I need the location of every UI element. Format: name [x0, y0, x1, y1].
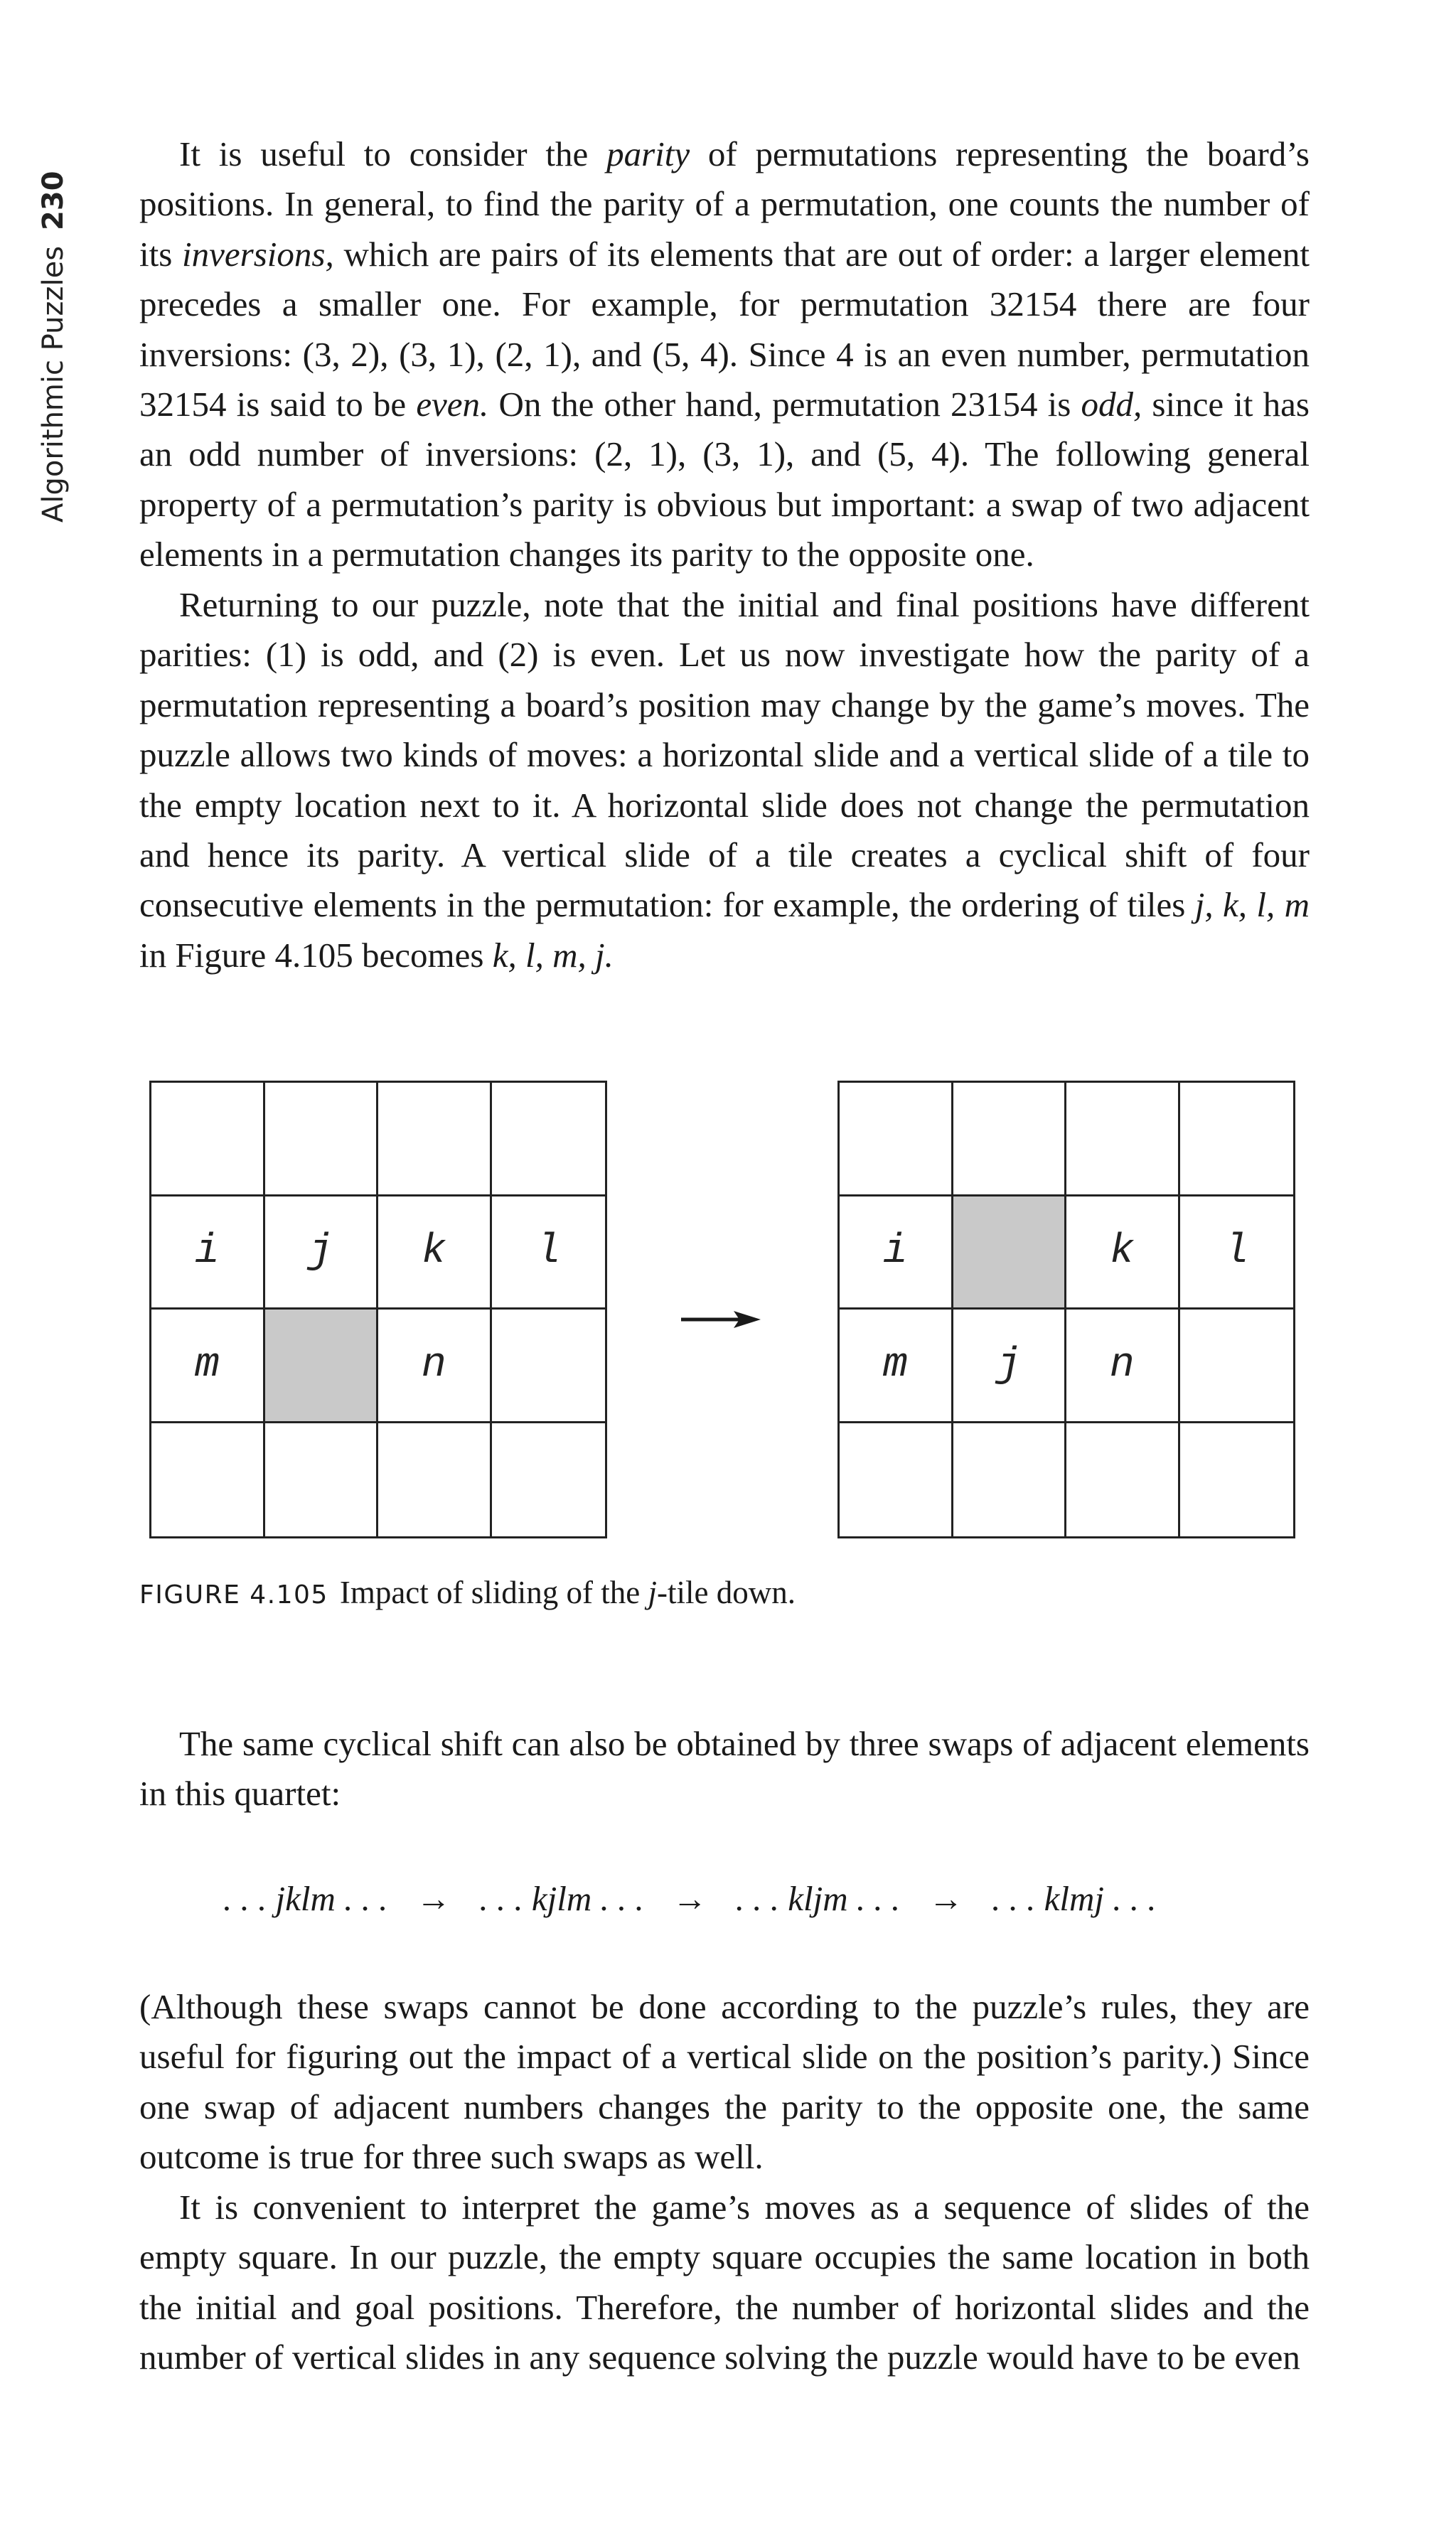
board-after: [837, 1081, 1295, 1538]
italic-term: even.: [416, 385, 489, 424]
running-head: [30, 139, 77, 523]
sequence-step: . . . kljm . . .: [735, 1879, 901, 1918]
board-cell: [492, 1423, 606, 1537]
board-cell: [265, 1083, 379, 1196]
board-cell: [1066, 1083, 1180, 1196]
text-run: of permutations representing the board’s positions. In general, to find the parity of a permutation, one counts the number of its: [139, 134, 1310, 274]
tile-m: m: [151, 1310, 265, 1423]
board-cell: [840, 1423, 953, 1537]
empty-square: [953, 1196, 1067, 1310]
text-run: Returning to our puzzle, note that the initial and final positions have different parities: (1) is odd, and (2) is even. Let us now investigate how the parity of a permutation representing a board’s position may change by the game’s moves. The puzzle allows two kinds of moves: a horizontal slide and a vertical slide of a tile to the empty location next to it. A horizontal slide does not change the permutation and hence its parity. A vertical slide of a tile creates a cyclical shift of four consecutive elements in the permutation: for example, the ordering of tiles: [139, 585, 1310, 925]
board-cell: [1180, 1423, 1294, 1537]
caption-italic: j: [648, 1575, 658, 1610]
board-cell: [492, 1083, 606, 1196]
italic-term: j, k, l, m: [1194, 885, 1310, 925]
page-number: 230: [37, 171, 70, 230]
tile-j: j: [265, 1196, 379, 1310]
paragraph-parity-intro: [139, 129, 1310, 580]
sequence-step: . . . jklm . . .: [223, 1879, 388, 1918]
italic-term: parity: [606, 134, 690, 173]
tile-k: k: [1066, 1196, 1180, 1310]
arrow-icon: →: [416, 1879, 451, 1918]
italic-term: odd,: [1081, 385, 1142, 424]
tile-j: j: [953, 1310, 1067, 1423]
paragraph-empty-square: It is convenient to interpret the game’s moves as a sequence of slides of the empty square. In our puzzle, the empty square occupies the same location in both the initial and goal positions. Therefore, the number of horizontal slides and the number of vertical slides in any sequence solving the puzzle would have to be even: [139, 2188, 1310, 2377]
tile-i: i: [840, 1196, 953, 1310]
running-head-title: Algorithmic Puzzles: [37, 245, 70, 523]
sequence-step: . . . klmj . . .: [992, 1879, 1157, 1918]
swap-sequence: [223, 1874, 1157, 1924]
tile-k: k: [378, 1196, 492, 1310]
board-cell: [151, 1423, 265, 1537]
arrow-icon: →: [928, 1879, 964, 1918]
text-run: which are pairs of its elements that are out of order: a larger element precedes a smaller one. For example, for permutation 32154 there are four inversions: (3, 2), (3, 1), (2, 1), and (5, 4). Since 4 is an even number, permutation 32154 is said to be: [139, 234, 1310, 424]
board-cell: [378, 1083, 492, 1196]
text-run: On the other hand, permutation 23154 is: [488, 385, 1081, 424]
board-cell: [1180, 1083, 1294, 1196]
board-cell: [953, 1423, 1067, 1537]
tile-i: i: [151, 1196, 265, 1310]
paragraph-cyclic-shift: The same cyclical shift can also be obtained by three swaps of adjacent elements in this quartet:: [139, 1724, 1310, 1814]
text-run: It is useful to consider the: [179, 134, 607, 173]
sequence-step: . . . kjlm . . .: [479, 1879, 644, 1918]
board-cell: [492, 1310, 606, 1423]
tile-l: l: [1180, 1196, 1294, 1310]
board-before: [149, 1081, 607, 1538]
caption-text: Impact of sliding of the: [339, 1575, 648, 1610]
tile-l: l: [492, 1196, 606, 1310]
paragraph-swaps-note: (Although these swaps cannot be done according to the puzzle’s rules, they are useful for figuring out the impact of a vertical slide on the position’s parity.) Since one swap of adjacent numbers changes the parity to the opposite one, the same outcome is true for three such swaps as well.: [139, 1987, 1310, 2177]
tile-n: n: [1066, 1310, 1180, 1423]
right-arrow-icon: [681, 1311, 761, 1328]
paragraph-moves: [139, 580, 1310, 980]
empty-square: [265, 1310, 379, 1423]
board-cell: [1066, 1423, 1180, 1537]
italic-term: k, l, m, j.: [492, 935, 614, 975]
board-cell: [151, 1083, 265, 1196]
italic-term: inversions,: [182, 234, 334, 274]
arrow-icon: →: [672, 1879, 707, 1918]
text-run: in Figure 4.105 becomes: [139, 935, 493, 975]
tile-m: m: [840, 1310, 953, 1423]
figure-caption: [139, 1571, 796, 1617]
board-cell: [953, 1083, 1067, 1196]
tile-n: n: [378, 1310, 492, 1423]
figure-label: FIGURE 4.105: [139, 1580, 328, 1610]
text-run: since it has an odd number of inversions: (2, 1), (3, 1), and (5, 4). The following general property of a permutation’s parity is obvious but important: a swap of two adjacent elements in a permutation changes its parity to the opposite one.: [139, 385, 1310, 574]
board-cell: [840, 1083, 953, 1196]
caption-text: -tile down.: [657, 1575, 796, 1610]
board-cell: [378, 1423, 492, 1537]
board-cell: [265, 1423, 379, 1537]
board-cell: [1180, 1310, 1294, 1423]
